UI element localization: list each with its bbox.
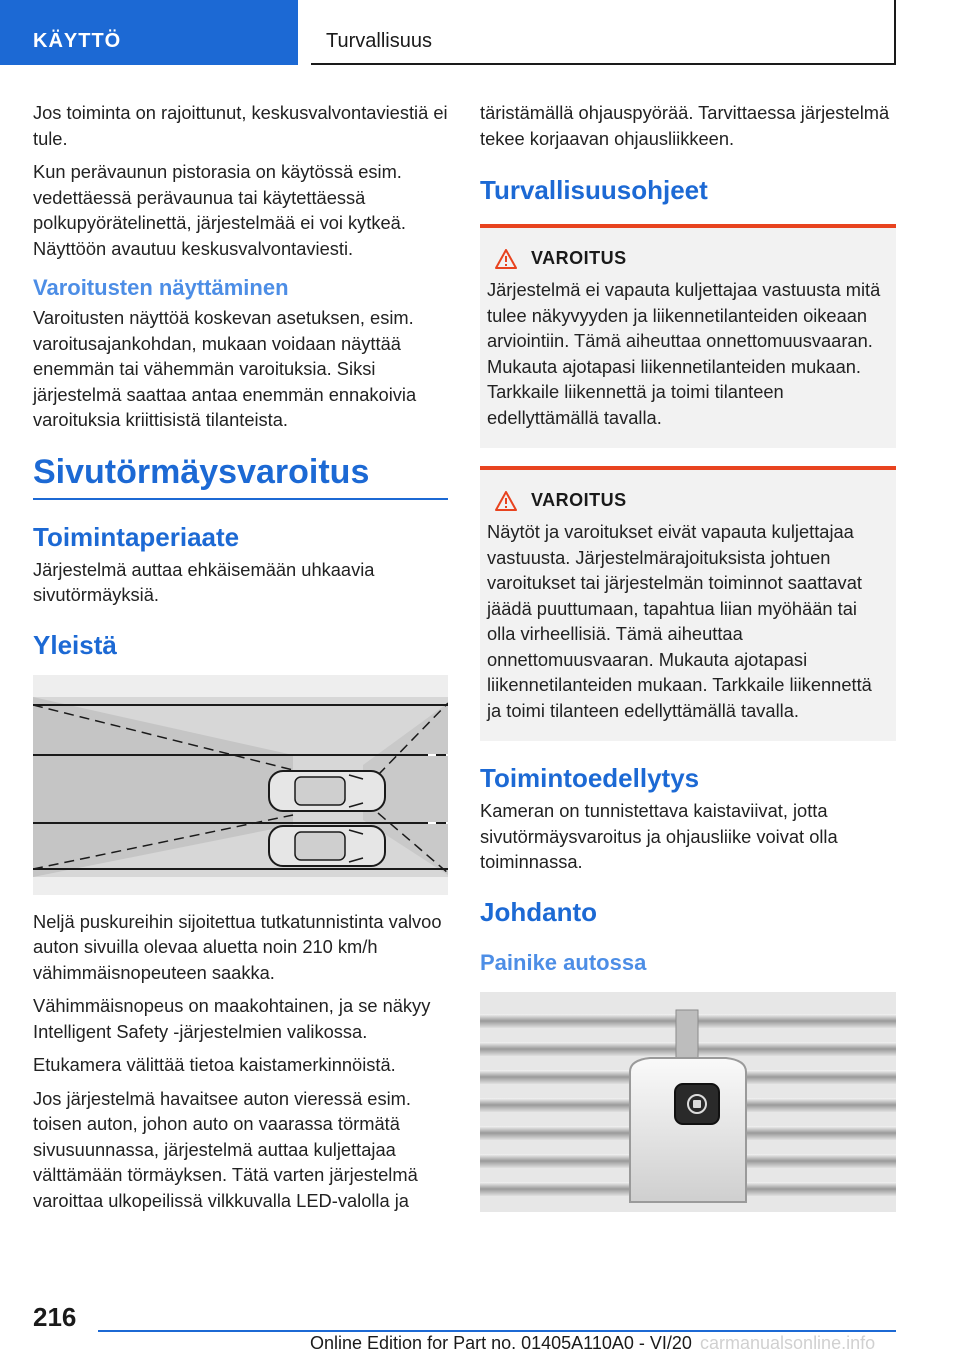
car-bottom bbox=[269, 826, 385, 866]
heading-intro: Johdanto bbox=[480, 896, 597, 927]
warning-header bbox=[487, 490, 888, 511]
warning-box bbox=[480, 224, 896, 448]
main-heading: Sivutörmäysvaroitus bbox=[33, 453, 448, 500]
left-column bbox=[33, 100, 448, 1221]
topic-label: Turvallisuus bbox=[326, 30, 432, 52]
car-top bbox=[269, 771, 385, 811]
chapter-label: KÄYTTÖ bbox=[33, 30, 122, 52]
warning-triangle-icon bbox=[495, 249, 517, 269]
road-diagram bbox=[33, 675, 448, 895]
dashboard-button-image bbox=[480, 992, 896, 1212]
heading-general: Yleistä bbox=[33, 629, 117, 660]
warning-box bbox=[480, 466, 896, 741]
page-number: 216 bbox=[33, 1302, 77, 1332]
edition-note: Online Edition for Part no. 01405A110A0 - VI/20 bbox=[310, 1333, 692, 1353]
subheading-button: Painike autossa bbox=[480, 949, 647, 975]
watermark: carmanualsonline.info bbox=[700, 1333, 876, 1353]
button-photo bbox=[480, 992, 896, 1212]
paragraph: Kun perävaunun pistorasia on käytössä esim. vedettäessä perävaunua tai käytettäessä polkupyörätelinettä, järjestelmää ei voi kytkeä. Näyttöön avautuu keskusvalvontaviesti. bbox=[33, 161, 406, 259]
side-collision-illustration bbox=[33, 675, 448, 895]
paragraph: täristämällä ohjauspyörää. Tarvittaessa järjestelmä tekee korjaavan ohjausliikkeen. bbox=[480, 102, 890, 149]
paragraph: Jos toiminta on rajoittunut, keskusvalvontaviestiä ei tule. bbox=[33, 102, 448, 149]
paragraph: Varoitusten näyttöä koskevan asetuksen, esim. varoitusajankohdan, mukaan voidaan näyttää enemmän tai vähemmän varoituksia. Siksi järjestelmä saattaa antaa enemmän ennakoivia varoituksia kriittisistä tilanteista. bbox=[33, 307, 417, 430]
paragraph: Kameran on tunnistettava kaistaviivat, jotta sivutörmäysvaroitus ja ohjausliike voivat olla toiminnassa. bbox=[480, 800, 838, 872]
warning-text: Järjestelmä ei vapauta kuljettajaa vastuusta mitä tulee näkyvyyden ja liikennetilanteiden oikeaan arviointiin. Tämä aiheuttaa onnettomuusvaaran. Mukauta ajotapasi liikennetilanteiden mukaan. Tarkkaile liikennettä ja toimi tilanteen edellyttämällä tavalla. bbox=[487, 279, 881, 428]
warning-title: VAROITUS bbox=[531, 490, 627, 510]
heading-requirements: Toimintoedellytys bbox=[480, 763, 700, 793]
subheading-warnings: Varoitusten näyttäminen bbox=[33, 275, 289, 300]
warning-title: VAROITUS bbox=[531, 248, 627, 268]
warning-header bbox=[487, 248, 888, 269]
chapter-tab bbox=[0, 0, 298, 65]
footer-divider bbox=[98, 1330, 896, 1332]
paragraph: Vähimmäisnopeus on maakohtainen, ja se näkyy Intelligent Safety -järjestelmien valikossa. bbox=[33, 995, 431, 1042]
heading-principle: Toimintaperiaate bbox=[33, 521, 240, 552]
heading-safety: Turvallisuusohjeet bbox=[480, 175, 708, 205]
paragraph: Etukamera välittää tietoa kaistamerkinnöistä. bbox=[33, 1054, 396, 1075]
warning-triangle-icon bbox=[495, 491, 517, 511]
right-column bbox=[480, 100, 896, 1226]
paragraph: Järjestelmä auttaa ehkäisemään uhkaavia sivutörmäyksiä. bbox=[33, 558, 375, 605]
paragraph: Jos järjestelmä havaitsee auton vieressä esim. toisen auton, johon auto on vaarassa törmätä sivusuunnassa, järjestelmä auttaa kuljettajaa välttämään törmäyksen. Tätä varten järjestelmä varoittaa ulkopeilissä vilkkuvalla LED-valolla ja bbox=[33, 1087, 418, 1211]
topic-header bbox=[311, 0, 896, 65]
paragraph: Neljä puskureihin sijoitettua tutkatunnistinta valvoo auton sivuilla olevaa aluetta noin 210 km/h vähimmäisnopeuteen saakka. bbox=[33, 910, 442, 983]
warning-text: Näytöt ja varoitukset eivät vapauta kuljettajaa vastuusta. Järjestelmärajoituksista johtuen varoitukset tai järjestelmän toiminnot saattavat jäädä puuttumaan, tapahtua liian myöhään tai olla virheellisiä. Tämä aiheuttaa onnettomuusvaaran. Mukauta ajotapasi liikennetilanteiden mukaan. Tarkkaile liikennettä ja toimi tilanteen edellyttämällä tavalla. bbox=[487, 521, 872, 721]
